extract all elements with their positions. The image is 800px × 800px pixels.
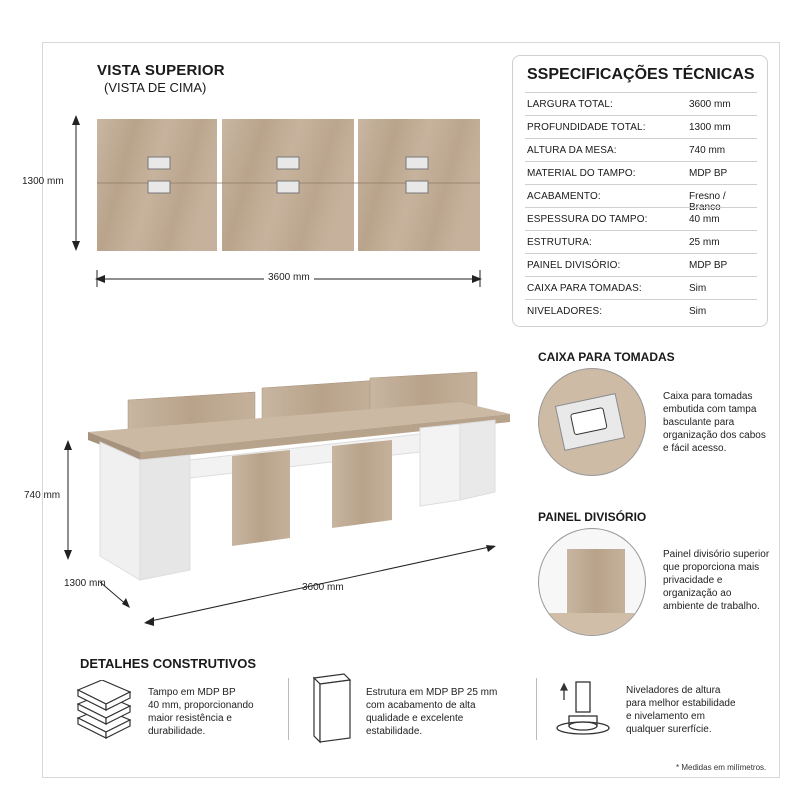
detalhe-estrutura-text: Estrutura em MDP BP 25 mm com acabamento de alta qualidade e excelente estabilidade. [366, 687, 498, 737]
panel-board-icon [308, 672, 358, 744]
painel-description: Painel divisório superior que proporciona mais privacidade e organização ao ambiente de trabalho. [663, 549, 770, 612]
spec-row: ACABAMENTO: Fresno / Branco [525, 184, 757, 206]
spec-row: CAIXA PARA TOMADAS: Sim [525, 276, 757, 298]
caixa-description: Caixa para tomadas embutida com tampa basculante para organização dos cabos e fácil acesso. [663, 391, 766, 454]
divider-panel-icon [567, 549, 625, 613]
spec-row: ALTURA DA MESA: 740 mm [525, 138, 757, 160]
top-width-label: 3600 mm [264, 272, 314, 283]
persp-height-label: 740 mm [24, 490, 61, 501]
top-view-subtitle: (VISTA DE CIMA) [104, 80, 207, 95]
stacked-boards-icon [72, 680, 136, 742]
spec-row: LARGURA TOTAL: 3600 mm [525, 92, 757, 114]
specs-table [512, 55, 768, 327]
divider [288, 678, 289, 740]
caixa-illustration [538, 368, 646, 476]
caixa-title: CAIXA PARA TOMADAS [538, 350, 675, 364]
specs-title: SSPECIFICAÇÕES TÉCNICAS [527, 66, 755, 83]
persp-depth-label: 1300 mm [64, 578, 106, 589]
divider [536, 678, 537, 740]
detalhes-title: DETALHES CONSTRUTIVOS [80, 656, 256, 671]
outlet-box-icon [555, 393, 625, 451]
painel-illustration [538, 528, 646, 636]
spec-row: ESTRUTURA: 25 mm [525, 230, 757, 252]
spec-row: MATERIAL DO TAMPO: MDP BP [525, 161, 757, 183]
perspective-drawing [40, 360, 520, 640]
spec-row: ESPESSURA DO TAMPO: 40 mm [525, 207, 757, 229]
spec-row: PAINEL DIVISÓRIO: MDP BP [525, 253, 757, 275]
footnote: * Medidas em milímetros. [676, 763, 767, 772]
top-view-title: VISTA SUPERIOR [97, 62, 225, 79]
spec-row: NIVELADORES: Sim [525, 299, 757, 321]
painel-title: PAINEL DIVISÓRIO [538, 510, 647, 524]
detalhe-tampo-text: Tampo em MDP BP 40 mm, proporcionando maior resistência e durabilidade. [148, 687, 254, 737]
leveler-foot-icon [552, 680, 616, 740]
top-view-drawing [40, 105, 510, 295]
persp-width-label: 3600 mm [302, 582, 344, 593]
spec-row: PROFUNDIDADE TOTAL: 1300 mm [525, 115, 757, 137]
top-depth-label: 1300 mm [22, 176, 64, 187]
detalhe-niveladores-text: Niveladores de altura para melhor estabilidade e nivelamento em qualquer surerfície. [626, 685, 736, 735]
